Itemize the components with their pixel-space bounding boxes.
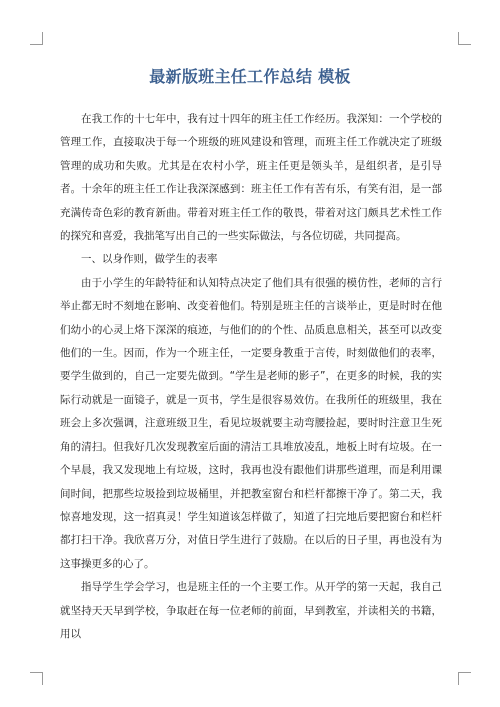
section-heading: 一、以身作则，做学生的表率	[81, 253, 218, 266]
crop-mark-bottom-right	[458, 672, 471, 685]
paragraph-intro: 在我工作的十七年中，我有过十四年的班主任工作经历。我深知：一个学校的管理工作，直接取决于每一个班级的班风建设和管理，而班主任工作就决定了班级管理的成功和失败。尤其是在农村小学，班主任更是领头羊，是组织者，是引导者。十余年的班主任工作让我深深感到：班主任工作有苦有乐，有笑有泪，是一部充满传奇色彩的教育新曲。带着对班主任工作的敬畏，带着对这门颇具艺术性工作的探究和喜爱，我拙笔写出自己的一些实际做法，与各位切磋，共同提高。	[60, 113, 442, 243]
crop-mark-bottom-left	[30, 672, 43, 685]
document-body	[60, 108, 442, 646]
crop-mark-top-left	[30, 32, 43, 45]
crop-mark-top-right	[458, 32, 471, 45]
document-title: 最新版班主任工作总结 模板	[149, 67, 351, 86]
paragraph-section-1: 由于小学生的年龄特征和认知特点决定了他们具有很强的模仿性，老师的言行举止都无时不刻地在影响、改变着他们。特别是班主任的言谈举止，更是时时在他们幼小的心灵上烙下深深的痕迹，与他们的的个性、品质息息相关，甚至可以改变他们的一生。因而，作为一个班主任，一定要身教重于言传，时刻做他们的表率，要学生做到的，自己一定要先做到。“学生是老师的影子”，在更多的时候，我的实际行动就是一面镜子，就是一页书，学生是很容易效仿。在我所任的班级里，我在班会上多次强调，注意班级卫生，看见垃圾就要主动弯腰捡起，要时时注意卫生死角的清扫。但我好几次发现教室后面的清洁工具堆放凌乱，地板上时有垃圾。在一个早晨，我又发现地上有垃圾，这时，我再也没有跟他们讲那些道理，而是利用课间时间，把那些垃圾捡到垃圾桶里，并把教室窗台和栏杆都擦干净了。第二天，我惊喜地发现，这一招真灵！学生知道该怎样做了，知道了扫完地后要把窗台和栏杆都打扫干净。我欣喜万分，对值日学生进行了鼓励。在以后的日子里，再也没有为这事操更多的心了。	[60, 276, 442, 570]
paragraph-learning: 指导学生学会学习，也是班主任的一个主要工作。从开学的第一天起，我自己就坚持天天早到学校，争取赶在每一位老师的前面，早到教室，并读相关的书籍，用以	[60, 581, 442, 640]
